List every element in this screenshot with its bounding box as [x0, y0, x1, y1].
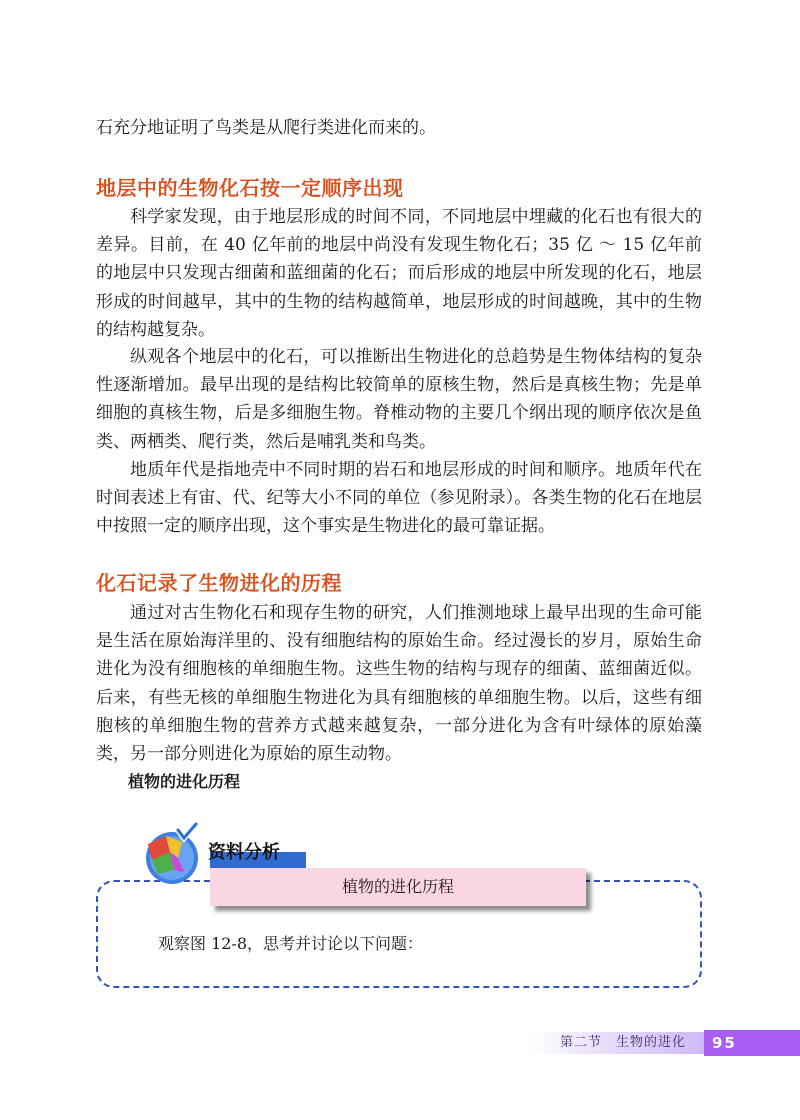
paragraph-3: 地质年代是指地壳中不同时期的岩石和地层形成的时间和顺序。地质年代在时间表述上有宙、代、纪等大小不同的单位（参见附录）。各类生物的化石在地层中按照一定的顺序出现，这个事实是生物进化的最可靠证据。	[96, 460, 702, 537]
page-number: 95	[704, 1030, 800, 1056]
paragraph-2: 纵观各个地层中的化石，可以推断出生物进化的总趋势是生物体结构的复杂性逐渐增加。最早出现的是结构比较简单的原核生物，然后是真核生物；先是单细胞的真核生物，后是多细胞生物。脊椎动物的主要几个纲出现的顺序依次是鱼类、两栖类、爬行类，然后是哺乳类和鸟类。	[96, 347, 702, 452]
subheading-plant-evolution: 植物的进化历程	[128, 772, 241, 791]
section-heading-fossil-record: 化石记录了生物进化的历程	[96, 571, 342, 595]
analysis-prompt: 观察图 12-8，思考并讨论以下问题：	[158, 934, 424, 953]
intro-line: 石充分地证明了鸟类是从爬行类进化而来的。	[96, 118, 436, 138]
paragraph-1: 科学家发现，由于地层形成的时间不同，不同地层中埋藏的化石也有很大的差异。目前，在 40 亿年前的地层中尚没有发现生物化石；35 亿 ～ 15 亿年前的地层中只发现古细菌和蓝细菌的化石；而后形成的地层中所发现的化石，地层形成的时间越早，其中的生物的结构越简单，地层形成的时间越晚，其中的生物的结构越复杂。	[96, 207, 702, 340]
footer-section-label: 第二节 生物的进化	[560, 1035, 687, 1050]
puzzle-check-icon	[138, 822, 202, 886]
badge-label: 资料分析	[208, 842, 280, 863]
analysis-title-bar: 植物的进化历程	[210, 868, 586, 906]
section-heading-fossil-order: 地层中的生物化石按一定顺序出现	[96, 176, 404, 200]
paragraph-4: 通过对古生物化石和现存生物的研究，人们推测地球上最早出现的生命可能是生活在原始海洋里的、没有细胞结构的原始生命。经过漫长的岁月，原始生命进化为没有细胞核的单细胞生物。这些生物的结构与现存的细菌、蓝细菌近似。后来，有些无核的单细胞生物进化为具有细胞核的单细胞生物。以后，这些有细胞核的单细胞生物的营养方式越来越复杂，一部分进化为含有叶绿体的原始藻类，另一部分则进化为原始的原生动物。	[96, 603, 702, 765]
